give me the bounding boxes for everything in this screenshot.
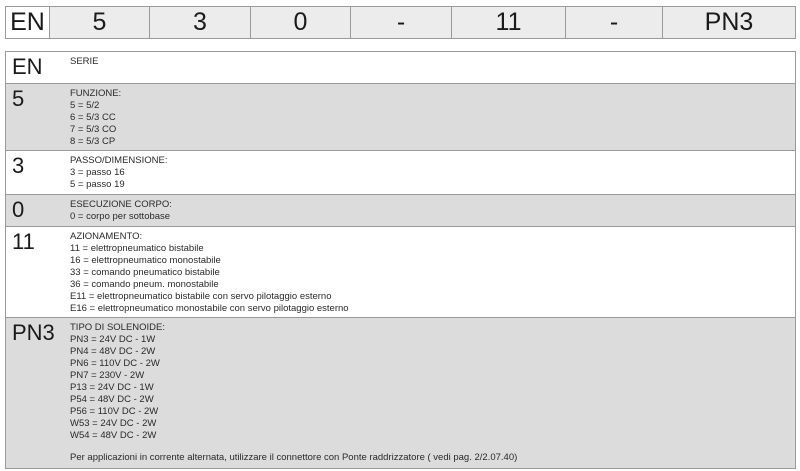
row-title: ESECUZIONE CORPO: <box>70 199 172 210</box>
row-title: FUNZIONE: <box>70 88 122 99</box>
row-line: 36 = comando pneum. monostabile <box>70 279 219 290</box>
row-actuation <box>6 227 795 318</box>
row-line: PN4 = 48V DC - 2W <box>70 346 156 357</box>
row-body <box>62 52 795 83</box>
row-body-execution <box>6 195 795 227</box>
row-body <box>62 195 795 226</box>
row-code: EN <box>12 54 43 79</box>
code-cell-dash-1: - <box>351 7 452 38</box>
row-code: 5 <box>12 86 25 111</box>
row-line: 11 = elettropneumatico bistabile <box>70 243 204 254</box>
row-line: 5 = 5/2 <box>70 100 100 111</box>
row-line: PN3 = 24V DC - 1W <box>70 334 156 345</box>
code-cell-dash-2: - <box>566 7 663 38</box>
row-line: 5 = passo 19 <box>70 179 125 190</box>
row-function <box>6 84 795 151</box>
row-body <box>62 151 795 194</box>
row-code: 11 <box>12 229 35 254</box>
row-line: 8 = 5/3 CP <box>70 136 116 147</box>
row-line: W53 = 24V DC - 2W <box>70 418 157 429</box>
code-cell-solenoid: PN3 <box>663 7 795 38</box>
row-line: 16 = elettropneumatico monostabile <box>70 255 221 266</box>
row-body <box>62 84 795 150</box>
code-cell-function: 5 <box>50 7 150 38</box>
row-line: P13 = 24V DC - 1W <box>70 382 154 393</box>
code-legend-table <box>5 51 796 469</box>
row-line: 7 = 5/3 CO <box>70 124 117 135</box>
row-line: 33 = comando pneumatico bistabile <box>70 267 220 278</box>
row-line: W54 = 48V DC - 2W <box>70 430 157 441</box>
row-solenoid <box>6 318 795 468</box>
code-cell-series: EN <box>6 7 50 38</box>
code-cell-actuation: 11 <box>452 7 566 38</box>
row-line: E16 = elettropneumatico monostabile con servo pilotaggio esterno <box>70 303 349 314</box>
code-cell-size: 3 <box>150 7 251 38</box>
row-size <box>6 151 795 195</box>
row-code: 3 <box>12 153 25 178</box>
row-line: 3 = passo 16 <box>70 167 125 178</box>
row-code: 0 <box>12 197 25 222</box>
row-line: 6 = 5/3 CC <box>70 112 116 123</box>
row-line: PN6 = 110V DC - 2W <box>70 358 160 369</box>
row-body <box>62 227 795 317</box>
row-code: PN3 <box>12 320 55 345</box>
row-title: TIPO DI SOLENOIDE: <box>70 322 166 333</box>
code-bar <box>5 6 796 39</box>
row-title: PASSO/DIMENSIONE: <box>70 155 168 166</box>
row-line: E11 = elettropneumatico bistabile con servo pilotaggio esterno <box>70 291 332 302</box>
row-title: SERIE <box>70 56 99 67</box>
row-title: AZIONAMENTO: <box>70 231 143 242</box>
row-series <box>6 52 795 84</box>
row-line: PN7 = 230V - 2W <box>70 370 145 381</box>
row-line: 0 = corpo per sottobase <box>70 211 171 222</box>
ac-connector-note: Per applicazioni in corrente alternata, utilizzare il connettore con Ponte raddrizzatore ( vedi pag. 2/2.07.40) <box>70 452 518 463</box>
row-line: P54 = 48V DC - 2W <box>70 394 154 405</box>
row-body <box>62 318 795 468</box>
row-line: P56 = 110V DC - 2W <box>70 406 159 417</box>
code-cell-body: 0 <box>251 7 351 38</box>
